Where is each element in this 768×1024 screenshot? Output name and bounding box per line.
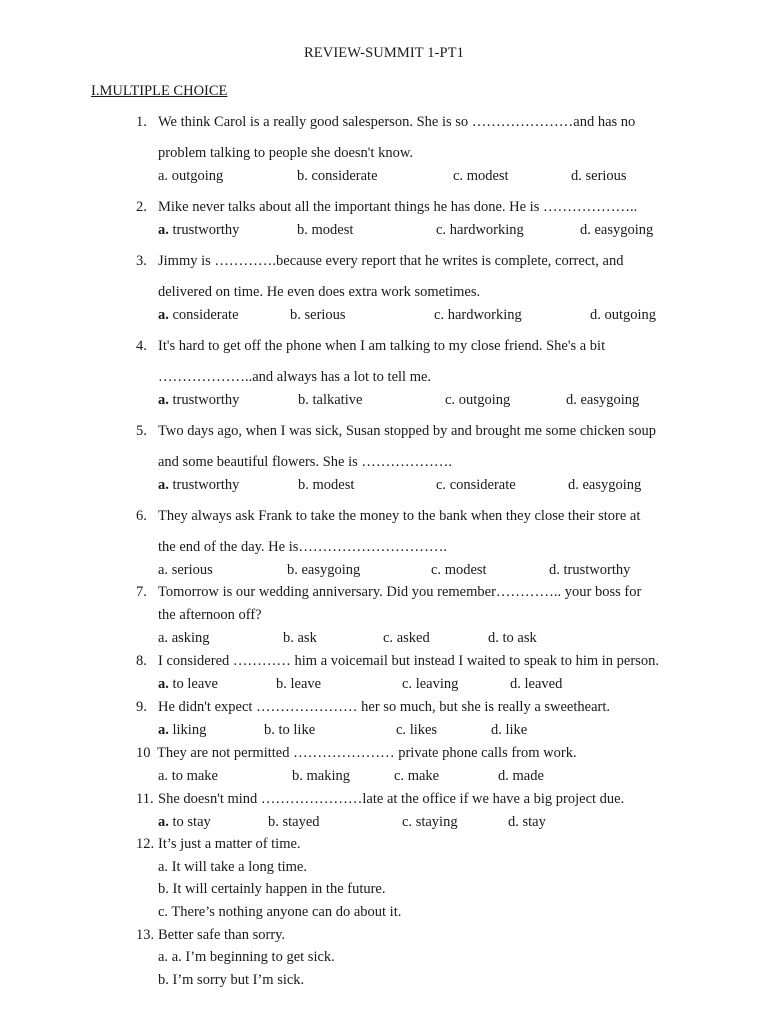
question-number: 12. [136,836,155,852]
answer-option [158,476,239,494]
option-letter: a. [158,307,169,323]
answer-option [158,813,211,831]
section-heading: I.MULTIPLE CHOICE [91,83,228,99]
answer-option [445,391,510,409]
option-letter: a. [158,168,169,184]
answer-option [453,167,509,185]
question-text: It's hard to get off the phone when I am talking to my close friend. She's a bit [158,338,606,354]
option-text: made [508,768,544,784]
option-text: to stay [168,814,211,830]
option-letter: d. [568,477,579,493]
answer-option [297,167,378,185]
answer-option [283,629,317,647]
option-text: trustworthy [559,562,631,578]
option-letter: a. [158,949,169,965]
answer-option [491,721,527,739]
option-letter: d. [510,676,521,692]
option-text: liking [168,722,207,738]
option-letter: b. [287,562,298,578]
question-text: He didn't expect ………………… her so much, but she is really a sweetheart. [158,699,610,715]
answer-option [287,561,360,579]
option-text: trustworthy [168,392,240,408]
question-text: delivered on time. He even does extra work sometimes. [158,284,481,300]
answer-option [510,675,562,693]
option-text: modest [463,168,509,184]
option-text: I’m sorry but I’m sick. [168,972,305,988]
question-number: 7. [136,584,147,600]
answer-option [498,767,544,785]
answer-option [290,306,346,324]
answer-option [396,721,437,739]
option-letter: b. [268,814,279,830]
answer-option [292,767,350,785]
question-number: 2. [136,199,147,215]
option-letter: b. [264,722,275,738]
question-text: They are not permitted ………………… private phone calls from work. [157,745,577,761]
question-text: She doesn't mind …………………late at the office if we have a big project due. [158,791,625,807]
answer-option [549,561,630,579]
answer-option [298,476,354,494]
option-text: outgoing [168,168,224,184]
option-text: likes [406,722,438,738]
answer-option [571,167,627,185]
option-text: easygoing [590,222,654,238]
option-letter: c. [396,722,407,738]
option-text: It will certainly happen in the future. [168,881,386,897]
option-letter: c. [434,307,445,323]
option-text: leaved [520,676,563,692]
answer-option [158,391,239,409]
question-text: Tomorrow is our wedding anniversary. Did you remember………….. your boss for [158,584,642,600]
option-text: modest [307,222,354,238]
answer-option [566,391,639,409]
answer-option [158,721,206,739]
question-text: They always ask Frank to take the money to the bank when they close their store at [158,508,641,524]
answer-option [508,813,546,831]
question-number: 8. [136,653,147,669]
option-letter: c. [402,676,413,692]
answer-option [298,391,362,409]
option-text: trustworthy [168,477,240,493]
option-letter: c. [383,630,394,646]
option-text: making [302,768,350,784]
document-title: REVIEW-SUMMIT 1-PT1 [304,45,464,61]
answer-option [158,561,213,579]
answer-option [394,767,439,785]
option-letter: a. [158,392,169,408]
option-letter: b. [297,168,308,184]
option-text: easygoing [297,562,361,578]
question-text: and some beautiful flowers. She is ………………. [158,454,452,470]
answer-option [158,629,210,647]
question-number: 6. [136,508,147,524]
option-text: talkative [308,392,363,408]
option-letter: b. [290,307,301,323]
option-letter: d. [498,768,509,784]
option-text: serious [168,562,213,578]
answer-option [158,167,223,185]
question-number: 11. [136,791,154,807]
answer-option [297,221,353,239]
option-letter: a. [158,814,169,830]
option-letter: c. [436,477,447,493]
option-text: considerate [307,168,378,184]
question-text: the afternoon off? [158,607,262,623]
option-text: staying [412,814,458,830]
option-text: modest [308,477,355,493]
question-text: We think Carol is a really good salesperson. She is so …………………and has no [158,114,636,130]
answer-option [436,476,516,494]
option-letter: a. [158,768,169,784]
option-text: hardworking [446,222,524,238]
option-text: trustworthy [168,222,240,238]
option-letter: c. [394,768,405,784]
question-text: Mike never talks about all the important things he has done. He is ……………….. [158,199,638,215]
answer-option [580,221,653,239]
option-letter: b. [276,676,287,692]
option-letter: b. [158,972,169,988]
option-text: easygoing [578,477,642,493]
option-letter: c. [402,814,413,830]
answer-option [402,813,458,831]
option-letter: a. [158,859,169,875]
option-letter: d. [508,814,519,830]
answer-option [158,767,218,785]
option-letter: a. [158,676,169,692]
option-letter: b. [298,392,309,408]
option-letter: a. [158,477,169,493]
answer-option [590,306,656,324]
option-text: serious [581,168,627,184]
answer-option [402,675,458,693]
question-number: 5. [136,423,147,439]
option-letter: d. [580,222,591,238]
option-letter: d. [488,630,499,646]
answer-option [488,629,537,647]
question-text: Jimmy is ………….because every report that he writes is complete, correct, and [158,253,624,269]
option-letter: d. [571,168,582,184]
option-letter: b. [292,768,303,784]
question-number: 10 [136,745,151,761]
answer-option [158,903,401,921]
option-text: stayed [278,814,320,830]
question-number: 9. [136,699,147,715]
option-letter: c. [436,222,447,238]
option-text: a. I’m beginning to get sick. [168,949,335,965]
option-text: to make [168,768,218,784]
option-letter: b. [297,222,308,238]
answer-option [436,221,524,239]
answer-option [158,858,307,876]
option-letter: a. [158,630,169,646]
question-text: It’s just a matter of time. [158,836,301,852]
question-text: problem talking to people she doesn't know. [158,145,413,161]
option-text: like [501,722,528,738]
option-text: serious [300,307,346,323]
option-text: to ask [498,630,537,646]
answer-option [568,476,641,494]
answer-option [158,675,218,693]
option-letter: b. [283,630,294,646]
answer-option [268,813,320,831]
question-text: ………………..and always has a lot to tell me. [158,369,432,385]
option-letter: c. [445,392,456,408]
option-text: asking [168,630,210,646]
answer-option [434,306,522,324]
option-text: hardworking [444,307,522,323]
question-number: 1. [136,114,147,130]
option-text: It will take a long time. [168,859,307,875]
option-text: easygoing [576,392,640,408]
option-text: to leave [168,676,218,692]
question-number: 4. [136,338,147,354]
option-letter: a. [158,562,169,578]
option-text: ask [293,630,317,646]
question-number: 13. [136,927,155,943]
option-text: make [404,768,440,784]
option-letter: c. [453,168,464,184]
option-letter: d. [491,722,502,738]
answer-option [158,948,335,966]
answer-option [383,629,430,647]
question-number: 3. [136,253,147,269]
option-letter: d. [590,307,601,323]
answer-option [158,971,304,989]
option-letter: b. [298,477,309,493]
option-text: leave [286,676,322,692]
option-text: leaving [412,676,459,692]
option-text: outgoing [600,307,657,323]
option-letter: d. [549,562,560,578]
answer-option [158,306,239,324]
option-text: considerate [446,477,516,493]
option-text: outgoing [455,392,511,408]
answer-option [264,721,315,739]
option-text: modest [441,562,487,578]
answer-option [276,675,321,693]
answer-option [158,221,239,239]
option-letter: a. [158,222,169,238]
option-letter: c. [158,904,169,920]
option-letter: a. [158,722,169,738]
option-text: considerate [168,307,239,323]
question-text: Better safe than sorry. [158,927,286,943]
question-text: the end of the day. He is…………………………. [158,539,448,555]
option-text: asked [393,630,430,646]
option-letter: c. [431,562,442,578]
option-text: to like [274,722,316,738]
option-text: There’s nothing anyone can do about it. [168,904,402,920]
answer-option [431,561,487,579]
option-letter: b. [158,881,169,897]
question-text: I considered ………… him a voicemail but instead I waited to speak to him in person. [158,653,659,669]
question-text: Two days ago, when I was sick, Susan stopped by and brought me some chicken soup [158,423,656,439]
option-text: stay [518,814,546,830]
answer-option [158,880,386,898]
option-letter: d. [566,392,577,408]
